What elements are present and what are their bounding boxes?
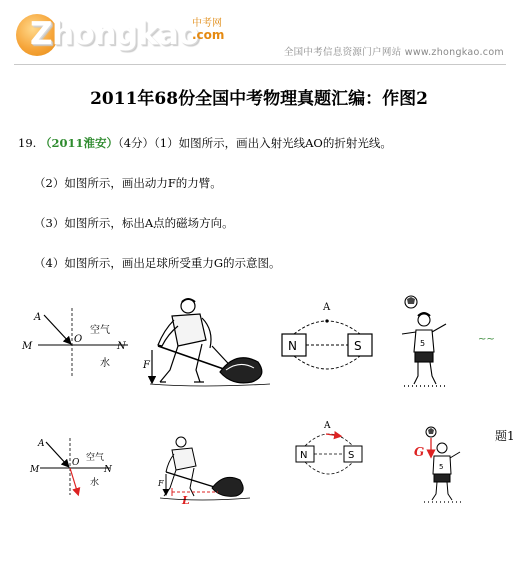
magnet-s-answer: S	[348, 450, 355, 461]
zhongkao-logo[interactable]	[16, 14, 226, 60]
header-divider	[14, 64, 506, 65]
label-air: 空气	[90, 325, 110, 336]
magnet-figure-question	[282, 302, 372, 369]
label-f: F	[143, 360, 150, 371]
logo-dotcom: .com	[192, 28, 225, 42]
label-n-answer: N	[104, 465, 112, 475]
label-m: M	[22, 341, 33, 352]
answer-label: 题1	[495, 429, 515, 443]
label-n: N	[117, 341, 126, 352]
lever-figure-question	[142, 299, 270, 386]
question-part-1: （1）如图所示，画出入射光线AO的折射光线。	[154, 136, 392, 150]
question-points: （4分）	[117, 136, 155, 150]
magnet-n-top: N	[288, 339, 297, 353]
page-header	[0, 0, 518, 68]
label-m-answer: M	[30, 465, 40, 475]
figures-area	[0, 290, 518, 562]
shirt-number-top: 5	[420, 339, 426, 348]
label-f-answer: F	[158, 479, 164, 488]
football-figure-question	[402, 296, 448, 386]
question-part-3: （3）如图所示，标出A点的磁场方向。	[34, 216, 234, 230]
label-o: O	[74, 334, 83, 345]
question-part-2: （2）如图所示，画出动力F的力臂。	[34, 176, 222, 190]
label-a: A	[34, 312, 42, 323]
question-source: （2011淮安）	[39, 136, 118, 150]
magnet-n-answer: N	[300, 450, 308, 461]
magnet-figure-answer	[296, 421, 362, 474]
question-19	[18, 135, 392, 151]
magnet-s-top: S	[354, 339, 362, 353]
label-a-answer: A	[38, 439, 45, 449]
label-o-answer: O	[72, 458, 80, 468]
shirt-number-answer: 5	[439, 463, 444, 471]
label-water-answer: 水	[90, 478, 100, 488]
label-l-answer: L	[182, 494, 190, 507]
refraction-figure-question	[21, 308, 128, 376]
question-number: 19.	[18, 136, 37, 150]
label-a-magnet-answer: A	[324, 421, 331, 431]
lever-figure-answer	[157, 437, 250, 507]
logo-wordmark: Zhongkao	[30, 16, 199, 52]
page-title: 2011年68份全国中考物理真题汇编：作图2	[90, 89, 428, 109]
label-a-magnet: A	[323, 302, 331, 313]
football-figure-answer	[414, 427, 462, 502]
decorative-tilde: ~~	[478, 334, 495, 345]
logo-chinese-name: 中考网	[192, 18, 222, 29]
label-air-answer: 空气	[86, 453, 105, 463]
site-tagline: 全国中考信息资源门户网站 www.zhongkao.com	[283, 47, 504, 58]
question-part-4: （4）如图所示，画出足球所受重力G的示意图。	[34, 256, 281, 270]
refraction-figure-answer	[29, 438, 113, 495]
label-g-answer: G	[414, 445, 425, 459]
label-water: 水	[100, 358, 110, 369]
